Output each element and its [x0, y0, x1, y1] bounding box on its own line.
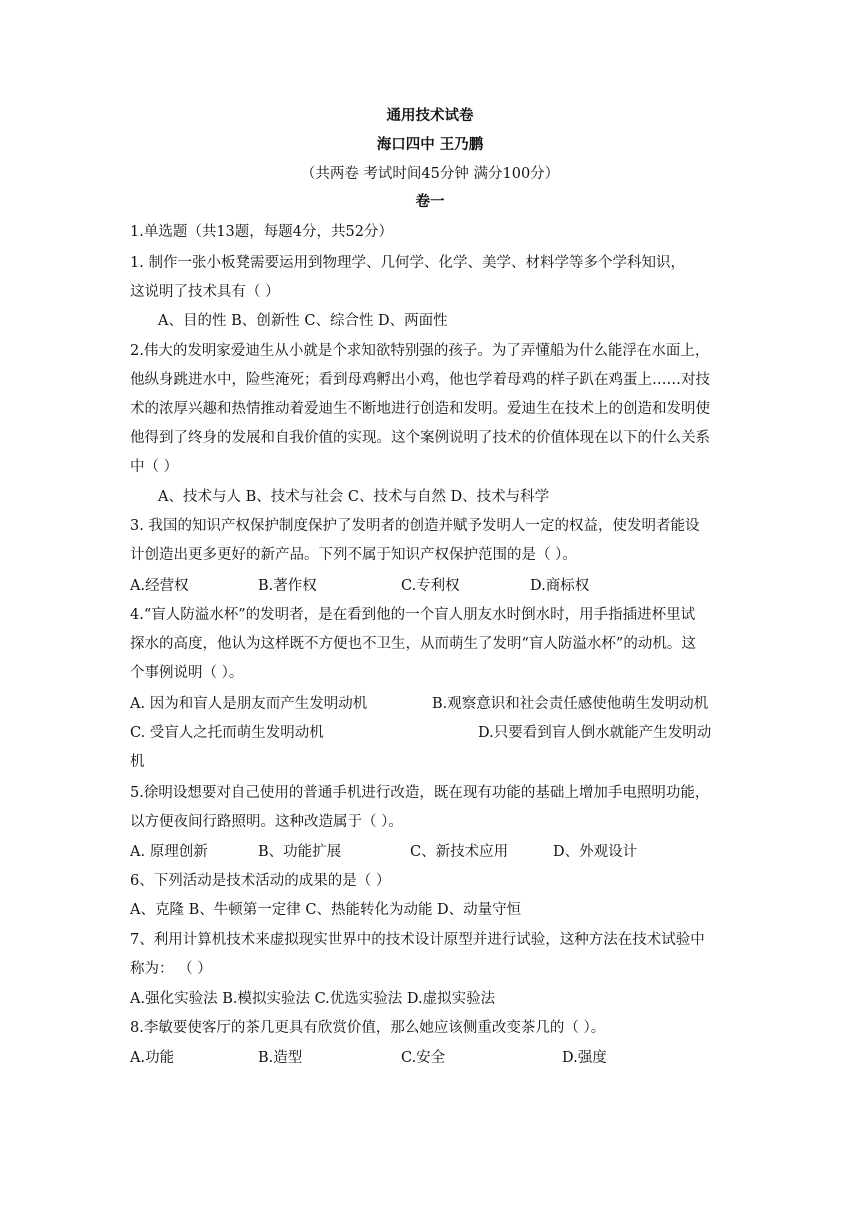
question-text: 1. 制作一张小板凳需要运用到物理学、几何学、化学、美学、材料学等多个学科知识，: [130, 255, 685, 271]
option-d: D.商标权: [530, 578, 590, 594]
section-title: 卷一: [415, 193, 445, 210]
question-text: 以方便夜间行路照明。这种改造属于（ ）。: [130, 814, 403, 830]
question-text: 6、下列活动是技术活动的成果的是（ ）: [130, 873, 391, 889]
question-text: 中（ ）: [130, 459, 179, 475]
option-b: B.观察意识和社会责任感使他萌生发明动机: [432, 696, 709, 712]
section1-heading: 1.单选题（共13题，每题4分，共52分）: [130, 224, 393, 240]
option-c: C、新技术应用: [410, 844, 509, 860]
question-text: 他得到了终身的发展和自我价值的实现。这个案例说明了技术的价值体现在以下的什么关系: [130, 430, 710, 446]
question-text: 计创造出更多更好的新产品。下列不属于知识产权保护范围的是（ ）。: [130, 547, 577, 563]
option-d: D.只要看到盲人倒水就能产生发明动: [478, 725, 712, 741]
question-text: 7、利用计算机技术来虚拟现实世界中的技术设计原型并进行试验，这种方法在技术试验中: [130, 932, 705, 948]
option-d: D.强度: [562, 1050, 607, 1066]
question-text: 4.“盲人防溢水杯”的发明者，是在看到他的一个盲人朋友水时倒水时，用手指插进杯里试: [130, 607, 696, 623]
option-b: B.造型: [258, 1050, 303, 1066]
question-text: 术的浓厚兴趣和热情推动着爱迪生不断地进行创造和发明。爱迪生在技术上的创造和发明使: [130, 401, 710, 417]
question-text: 2.伟大的发明家爱迪生从小就是个求知欲特别强的孩子。为了弄懂船为什么能浮在水面上，: [130, 343, 710, 359]
option-b: B.著作权: [258, 578, 317, 594]
exam-info: （共两卷 考试时间45分钟 满分100分）: [300, 166, 560, 182]
option-c: C.安全: [401, 1050, 446, 1066]
option-a: A.经营权: [130, 578, 189, 594]
question-options: A、目的性 B、创新性 C、综合性 D、两面性: [158, 313, 448, 329]
question-text: 3. 我国的知识产权保护制度保护了发明者的创造并赋予发明人一定的权益，使发明者能设: [130, 518, 700, 534]
question-text: 8.李敏要使客厅的茶几更具有欣赏价值，那么她应该侧重改变茶几的（ ）。: [130, 1020, 606, 1036]
question-options: A、克隆 B、牛顿第一定律 C、热能转化为动能 D、动量守恒: [130, 902, 522, 918]
option-a: A. 原理创新: [130, 844, 208, 860]
question-options: A、技术与人 B、技术与社会 C、技术与自然 D、技术与科学: [158, 489, 550, 505]
option-c: C. 受盲人之托而萌生发明动机: [130, 725, 324, 741]
question-text: 他纵身跳进水中，险些淹死；看到母鸡孵出小鸡，他也学着母鸡的样子趴在鸡蛋上……对技: [130, 372, 710, 388]
option-d-continued: 机: [130, 754, 145, 770]
author-line: 海口四中 王乃鹏: [376, 136, 484, 153]
question-text: 5.徐明设想要对自己使用的普通手机进行改造，既在现有功能的基础上增加手电照明功能，: [130, 785, 710, 801]
option-a: A.功能: [130, 1050, 175, 1066]
question-text: 这说明了技术具有（ ）: [130, 284, 280, 300]
question-text: 称为： （ ）: [130, 961, 212, 977]
option-c: C.专利权: [401, 578, 460, 594]
option-d: D、外观设计: [553, 844, 638, 860]
question-text: 探水的高度，他认为这样既不方便也不卫生，从而萌生了发明“盲人防溢水杯”的动机。这: [130, 636, 696, 652]
question-options: A.强化实验法 B.模拟实验法 C.优选实验法 D.虚拟实验法: [130, 991, 496, 1007]
question-text: 个事例说明（ ）。: [130, 665, 244, 681]
exam-title: 通用技术试卷: [386, 107, 474, 124]
option-a: A. 因为和盲人是朋友而产生发明动机: [130, 696, 368, 712]
option-b: B、功能扩展: [258, 844, 342, 860]
